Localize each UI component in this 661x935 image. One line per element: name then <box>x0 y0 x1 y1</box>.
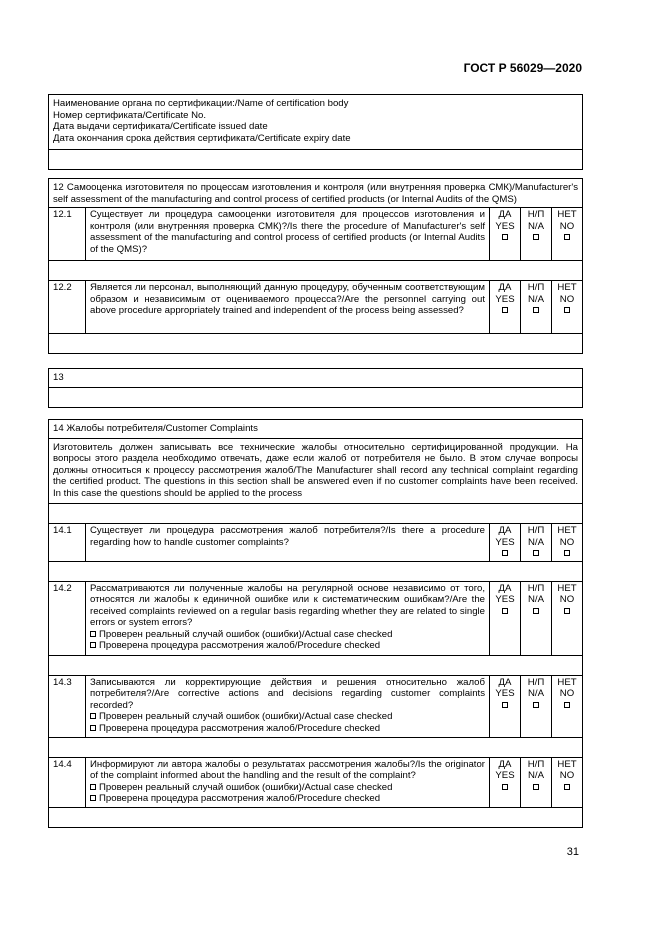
checkbox-icon[interactable] <box>90 784 96 790</box>
section-13-table <box>48 368 583 408</box>
checkbox-icon[interactable] <box>502 608 508 614</box>
blank-answer-row[interactable] <box>49 334 583 354</box>
question-number: 14.1 <box>49 524 86 562</box>
answer-no[interactable]: НЕТ NO <box>552 524 583 562</box>
section-13-title: 13 <box>49 369 583 388</box>
section-14-intro: Изготовитель должен записывать все технические жалобы относительно сертифицированной продукции. На вопросы этого раздела необходимо отвечать, даже если жалоб от потребителя не было. В этом случае вопросы должны относиться к процессу рассмотрения жалоб/The Manufacturer shall record any technical complaint regarding the certified product. The questions in this section shall be answered even if no customer complaints have been received. In this case the questions should be applied to the process <box>49 438 583 504</box>
page-number: 31 <box>566 846 579 858</box>
blank-answer-row[interactable] <box>49 150 583 170</box>
check-option-actual[interactable]: Проверен реальный случай ошибок (ошибки)/Actual case checked <box>90 629 485 641</box>
answer-na[interactable]: Н/П N/A <box>521 524 552 562</box>
check-option-actual[interactable]: Проверен реальный случай ошибок (ошибки)/Actual case checked <box>90 711 485 723</box>
question-number: 12.2 <box>49 281 86 334</box>
certificate-info-cell <box>49 95 583 150</box>
blank-answer-row[interactable] <box>49 504 583 524</box>
question-number: 14.2 <box>49 581 86 655</box>
checkbox-icon[interactable] <box>90 631 96 637</box>
checkbox-icon[interactable] <box>533 784 539 790</box>
checkbox-icon[interactable] <box>502 234 508 240</box>
answer-no[interactable]: НЕТ NO <box>552 757 583 807</box>
answer-na[interactable]: Н/П N/A <box>521 581 552 655</box>
checkbox-icon[interactable] <box>564 550 570 556</box>
check-option-procedure[interactable]: Проверена процедура рассмотрения жалоб/Procedure checked <box>90 793 485 805</box>
section-12-table <box>48 178 583 354</box>
blank-answer-row[interactable] <box>49 261 583 281</box>
answer-yes[interactable]: ДА YES <box>490 524 521 562</box>
question-text: Существует ли процедура самооценки изготовителя для процессов изготовления и контроля (или внутренняя проверка СМК)?/Is there the procedure of Manufacturer's self assessment of the manufacturing and control process of certified products (or Internal Audits of the QMS)? <box>86 208 490 261</box>
cert-expiry-date: Дата окончания срока действия сертификата/Certificate expiry date <box>53 132 351 144</box>
checkbox-icon[interactable] <box>533 550 539 556</box>
question-cell <box>86 581 490 655</box>
cert-number: Номер сертификата/Certificate No. <box>53 109 207 121</box>
cert-body-name: Наименование органа по сертификации:/Name of certification body <box>53 98 349 109</box>
blank-answer-row[interactable] <box>49 387 583 407</box>
check-option-actual[interactable]: Проверен реальный случай ошибок (ошибки)/Actual case checked <box>90 782 485 794</box>
blank-answer-row[interactable] <box>49 737 583 757</box>
answer-no[interactable]: НЕТ NO <box>552 208 583 261</box>
certificate-info-table <box>48 94 583 170</box>
question-text: Записываются ли корректирующие действия и решения относительно жалоб потребителя?/Are corrective actions and decisions regarding customer complaints recorded? <box>90 676 485 711</box>
answer-na[interactable]: Н/П N/A <box>521 208 552 261</box>
checkbox-icon[interactable] <box>90 725 96 731</box>
question-cell <box>86 675 490 737</box>
section-14-title: 14 Жалобы потребителя/Customer Complaints <box>49 420 583 439</box>
checkbox-icon[interactable] <box>564 702 570 708</box>
question-cell <box>86 757 490 807</box>
blank-answer-row[interactable] <box>49 655 583 675</box>
answer-na[interactable]: Н/П N/A <box>521 757 552 807</box>
check-option-procedure[interactable]: Проверена процедура рассмотрения жалоб/Procedure checked <box>90 640 485 652</box>
checkbox-icon[interactable] <box>502 550 508 556</box>
question-text: Рассматриваются ли полученные жалобы на регулярной основе независимо от того, относятся ли жалобы к единичной ошибке или к систематическим ошибкам?/Are the received complaints reviewed on a regular basis regarding whether they are related to single errors or system errors? <box>90 582 485 628</box>
question-number: 14.3 <box>49 675 86 737</box>
answer-yes[interactable]: ДА YES <box>490 208 521 261</box>
checkbox-icon[interactable] <box>90 795 96 801</box>
cert-issued-date: Дата выдачи сертификата/Certificate issued date <box>53 121 268 132</box>
checkbox-icon[interactable] <box>502 307 508 313</box>
blank-answer-row[interactable] <box>49 561 583 581</box>
answer-na[interactable]: Н/П N/A <box>521 675 552 737</box>
checkbox-icon[interactable] <box>90 642 96 648</box>
checkbox-icon[interactable] <box>502 784 508 790</box>
checkbox-icon[interactable] <box>90 713 96 719</box>
checkbox-icon[interactable] <box>564 307 570 313</box>
question-text: Информируют ли автора жалобы о результатах рассмотрения жалобы?/Is the originator of the complaint informed about the handling and the result of the complaint? <box>90 758 485 781</box>
checkbox-icon[interactable] <box>564 784 570 790</box>
answer-no[interactable]: НЕТ NO <box>552 581 583 655</box>
question-number: 14.4 <box>49 757 86 807</box>
checkbox-icon[interactable] <box>533 307 539 313</box>
answer-yes[interactable]: ДА YES <box>490 281 521 334</box>
checkbox-icon[interactable] <box>533 702 539 708</box>
section-14-table <box>48 419 583 828</box>
answer-no[interactable]: НЕТ NO <box>552 281 583 334</box>
answer-yes[interactable]: ДА YES <box>490 581 521 655</box>
standard-header: ГОСТ Р 56029—2020 <box>463 61 582 75</box>
checkbox-icon[interactable] <box>533 234 539 240</box>
answer-na[interactable]: Н/П N/A <box>521 281 552 334</box>
question-number: 12.1 <box>49 208 86 261</box>
section-12-title: 12 Самооценка изготовителя по процессам изготовления и контроля (или внутренняя проверка СМК)/Manufacturer's self assessment of the manufacturing and control process of certified products (or Internal Audits of the QMS) <box>49 179 583 208</box>
answer-yes[interactable]: ДА YES <box>490 757 521 807</box>
blank-answer-row[interactable] <box>49 807 583 827</box>
checkbox-icon[interactable] <box>502 702 508 708</box>
checkbox-icon[interactable] <box>533 608 539 614</box>
question-text: Является ли персонал, выполняющий данную процедуру, обученным соответствующим образом и независимым от оцениваемого процесса?/Are the personnel carrying out above procedure appropriately trained and independent of the process being assessed? <box>86 281 490 334</box>
checkbox-icon[interactable] <box>564 608 570 614</box>
check-option-procedure[interactable]: Проверена процедура рассмотрения жалоб/Procedure checked <box>90 723 485 735</box>
answer-no[interactable]: НЕТ NO <box>552 675 583 737</box>
answer-yes[interactable]: ДА YES <box>490 675 521 737</box>
checkbox-icon[interactable] <box>564 234 570 240</box>
question-text: Существует ли процедура рассмотрения жалоб потребителя?/Is there a procedure regarding how to handle customer complaints? <box>86 524 490 562</box>
